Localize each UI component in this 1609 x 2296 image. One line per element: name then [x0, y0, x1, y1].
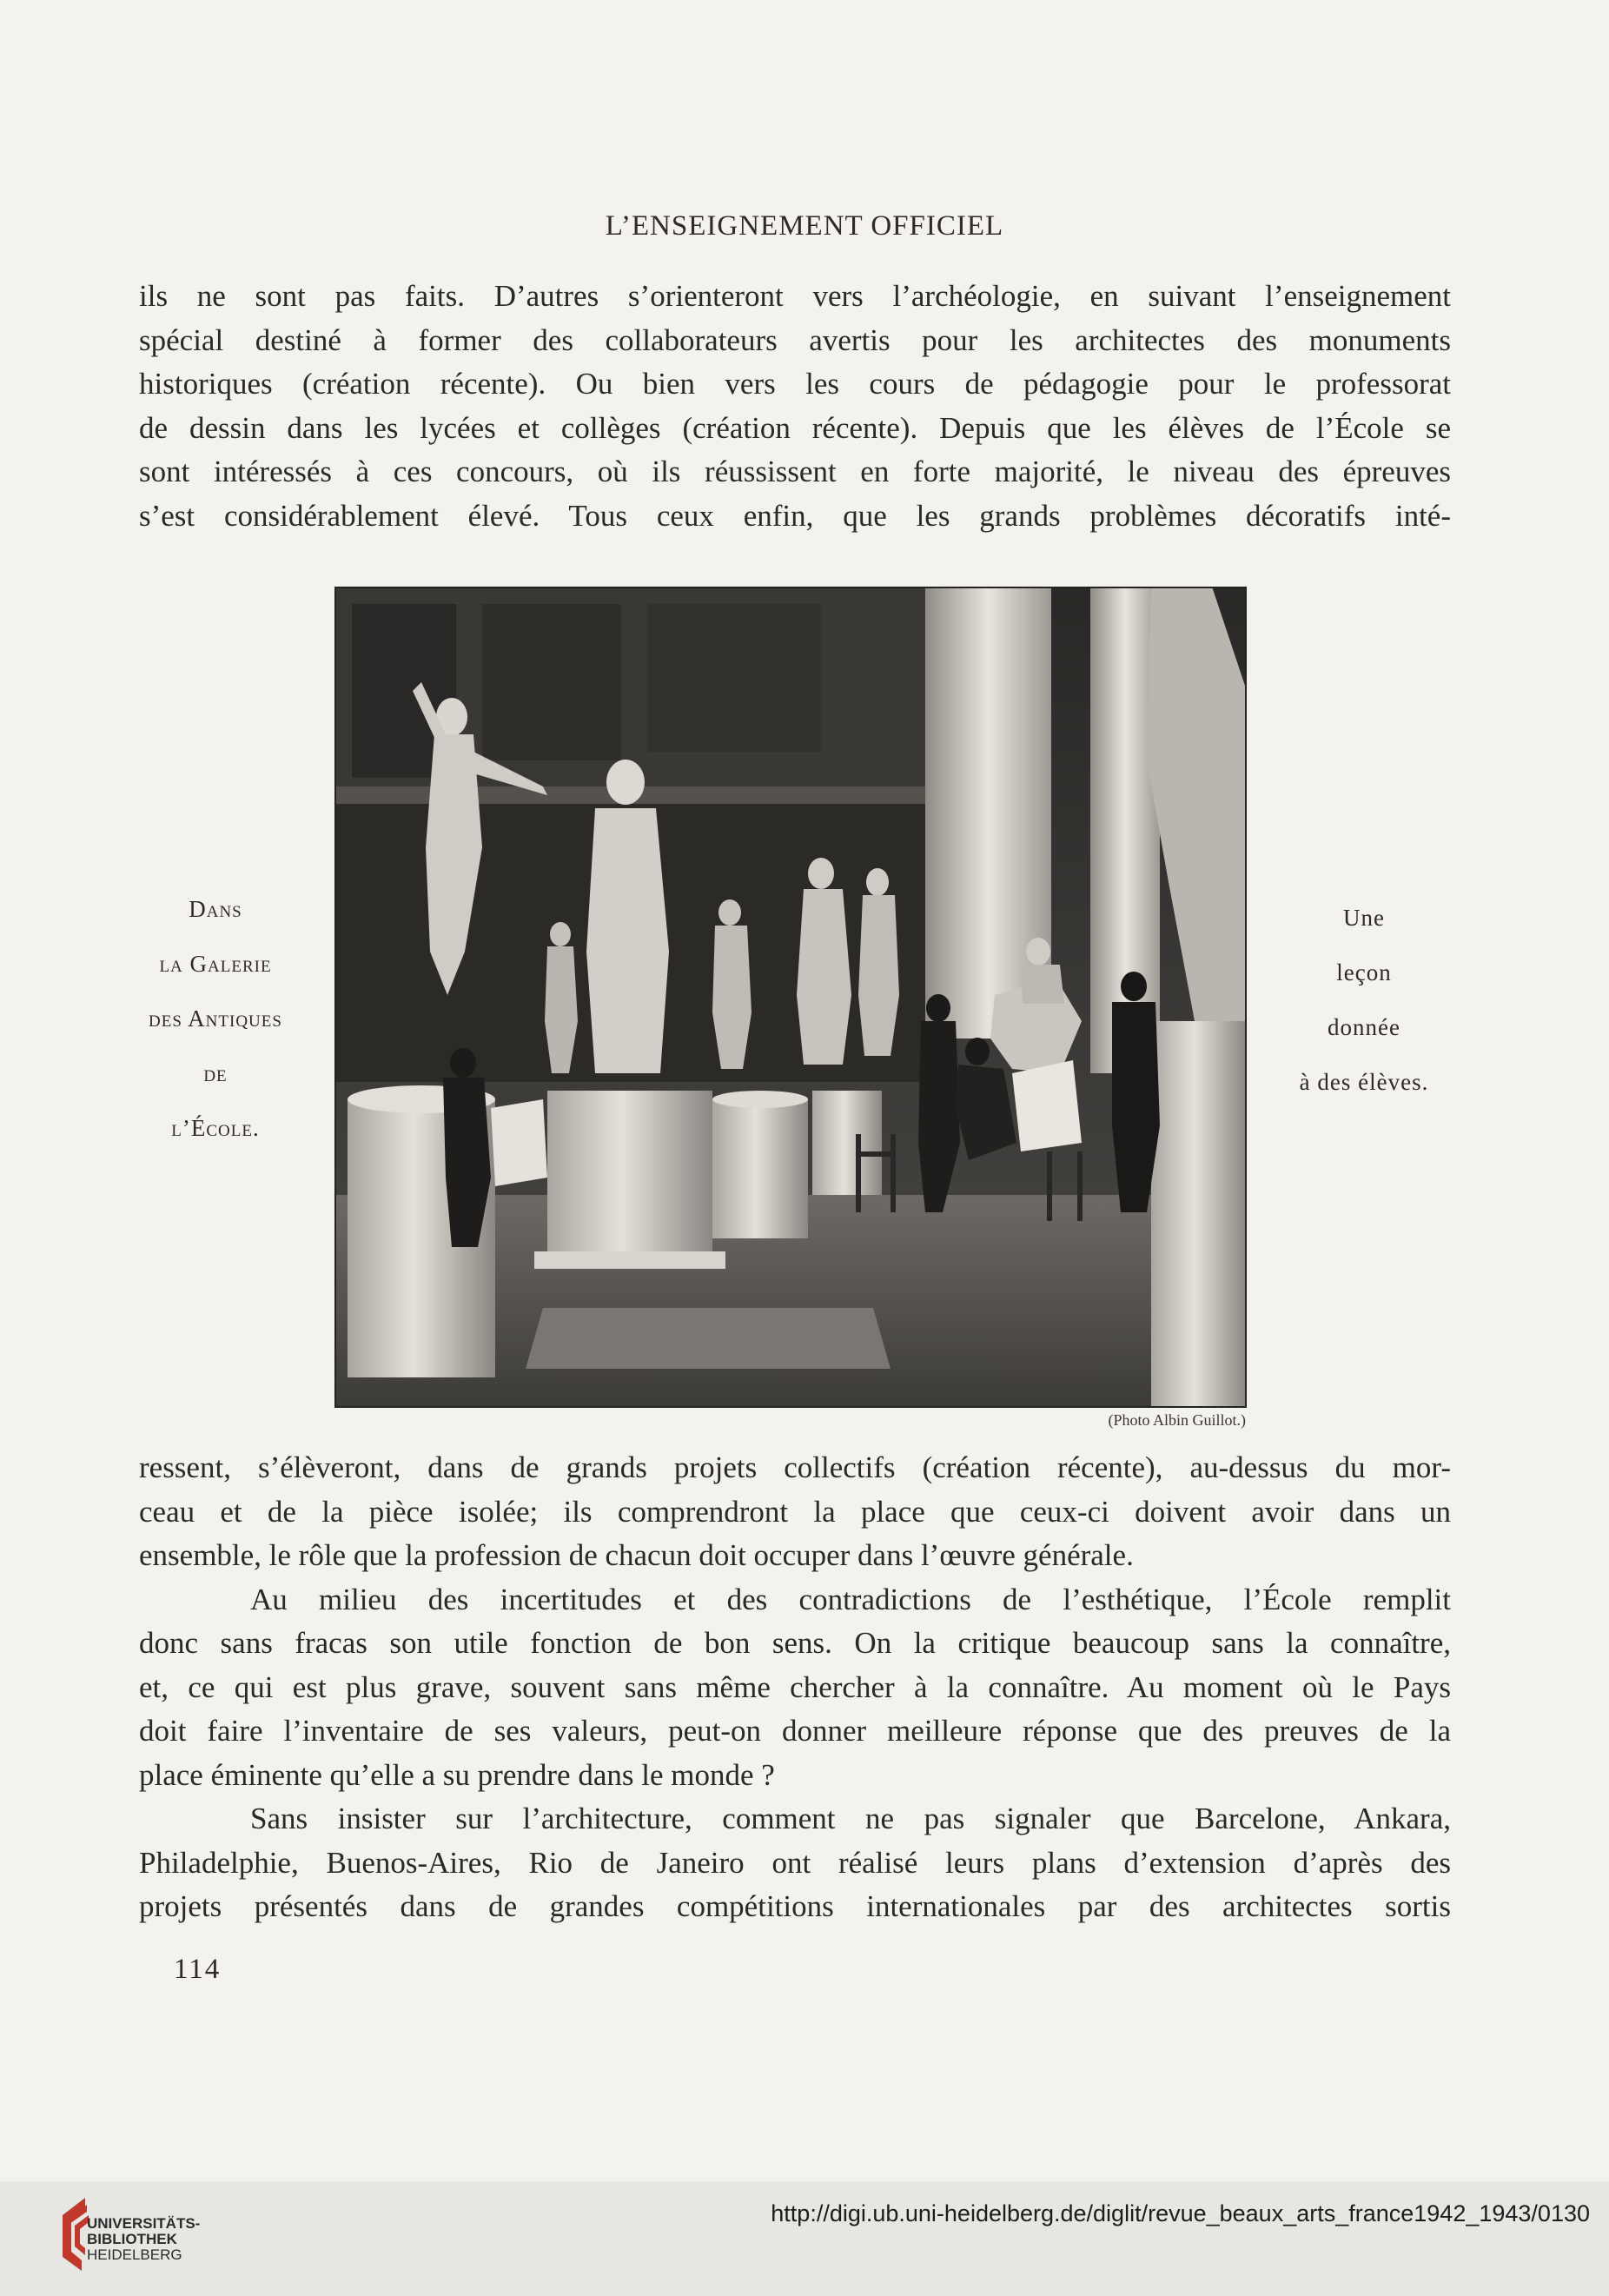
- footer-bar: [0, 2181, 1609, 2296]
- text-line: ils ne sont pas faits. D’autres s’orienteront vers l’archéologie, en suivant l’enseignement: [139, 279, 1451, 313]
- caption-line: donnée: [1328, 1014, 1400, 1040]
- caption-line: à des élèves.: [1299, 1069, 1429, 1095]
- top-paragraph: [139, 275, 1451, 538]
- caption-line: leçon: [1336, 959, 1392, 985]
- text-line: ensemble, le rôle que la profession de chacun doit occuper dans l’œuvre générale.: [139, 1538, 1134, 1572]
- text-line: spécial destiné à former des collaborateurs avertis pour les architectes des monuments: [139, 322, 1451, 357]
- text-line: place éminente qu’elle a su prendre dans le monde ?: [139, 1757, 775, 1792]
- text-line: donc sans fracas son utile fonction de bon sens. On la critique beaucoup sans la connaître,: [139, 1626, 1451, 1660]
- text-line: et, ce qui est plus grave, souvent sans même chercher à la connaître. Au moment où le Pays: [139, 1669, 1451, 1704]
- caption-line: Dans: [189, 896, 242, 922]
- caption-line: des Antiques: [149, 1005, 282, 1032]
- text-line: Au milieu des incertitudes et des contradictions de l’esthétique, l’École remplit: [250, 1582, 1451, 1616]
- caption-line: l’École.: [171, 1115, 260, 1141]
- text-line: ceau et de la pièce isolée; ils comprendront la place que ceux-ci doivent avoir dans un: [139, 1494, 1451, 1529]
- caption-line: la Galerie: [159, 951, 272, 977]
- library-name: [87, 2216, 200, 2263]
- library-name-line: UNIVERSITÄTS-: [87, 2215, 201, 2232]
- paragraph: [139, 1446, 1451, 1578]
- library-name-line: HEIDELBERG: [87, 2246, 182, 2263]
- caption-line: Une: [1343, 905, 1385, 931]
- page-number: 114: [174, 1954, 222, 1985]
- bottom-text: [139, 1446, 1451, 1929]
- photograph-gallery-of-antiques: [334, 587, 1247, 1408]
- text-line: Philadelphie, Buenos-Aires, Rio de Janeiro ont réalisé leurs plans d’extension d’après des: [139, 1845, 1451, 1880]
- text-line: historiques (création récente). Ou bien vers les cours de pédagogie pour le professorat: [139, 367, 1451, 401]
- source-url-link[interactable]: http://digi.ub.uni-heidelberg.de/diglit/revue_beaux_arts_france1942_1943/0130: [771, 2200, 1590, 2226]
- paragraph: [139, 1797, 1451, 1929]
- text-line: sont intéressés à ces concours, où ils réussissent en forte majorité, le niveau des épreuves: [139, 455, 1451, 488]
- text-line: doit faire l’inventaire de ses valeurs, peut-on donner meilleure réponse que des preuves de la: [139, 1714, 1451, 1748]
- paragraph: [139, 1578, 1451, 1798]
- text-line: Sans insister sur l’architecture, comment ne pas signaler que Barcelone, Ankara,: [250, 1802, 1451, 1835]
- running-head: L’ENSEIGNEMENT OFFICIEL: [605, 210, 1004, 242]
- photo-credit: (Photo Albin Guillot.): [1108, 1411, 1246, 1429]
- caption-line: de: [203, 1060, 228, 1086]
- caption-right: [1264, 891, 1464, 1110]
- text-line: ressent, s’élèveront, dans de grands projets collectifs (création récente), au-dessus du mor-: [139, 1450, 1451, 1484]
- text-line: s’est considérablement élevé. Tous ceux enfin, que les grands problèmes décoratifs inté-: [139, 498, 1451, 533]
- library-name-line: BIBLIOTHEK: [87, 2231, 177, 2247]
- text-line: projets présentés dans de grandes compétitions internationales par des architectes sortis: [139, 1889, 1451, 1923]
- text-line: de dessin dans les lycées et collèges (création récente). Depuis que les élèves de l’École se: [139, 410, 1451, 445]
- caption-left: [130, 882, 301, 1156]
